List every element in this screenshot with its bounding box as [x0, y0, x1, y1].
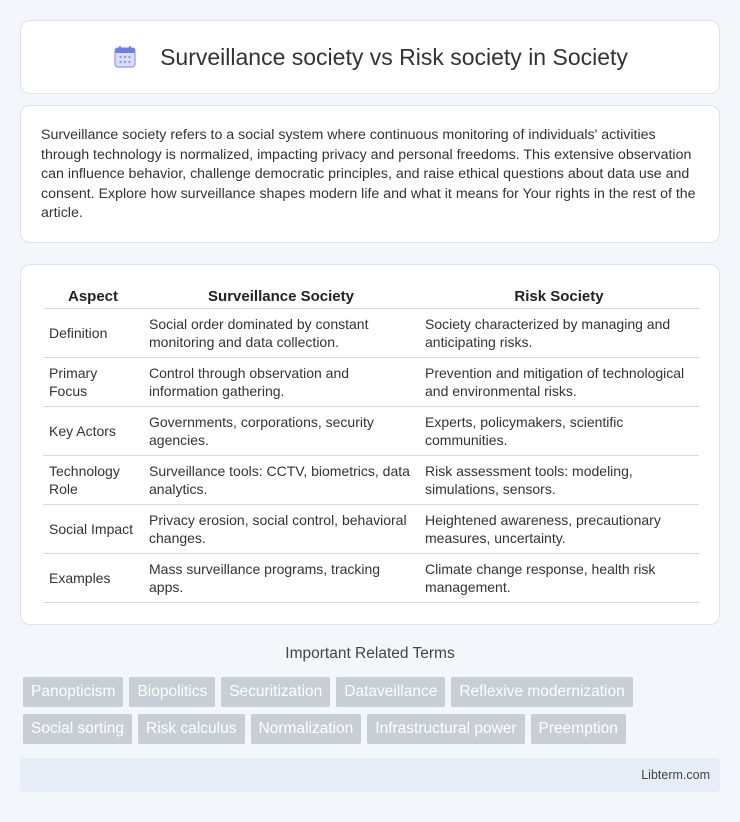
row-risk: Risk assessment tools: modeling, simulations, sensors. — [419, 456, 699, 505]
comparison-card — [20, 264, 720, 625]
related-term-tag[interactable]: Biopolitics — [129, 677, 215, 707]
footer-brand-link[interactable]: Libterm.com — [641, 768, 710, 782]
row-surveillance: Social order dominated by constant monitoring and data collection. — [143, 309, 419, 358]
related-term-tag[interactable]: Panopticism — [23, 677, 123, 707]
row-risk: Prevention and mitigation of technological and environmental risks. — [419, 358, 699, 407]
intro-card — [20, 105, 720, 243]
header-aspect: Aspect — [43, 285, 143, 309]
related-term-tag[interactable]: Reflexive modernization — [451, 677, 632, 707]
table-row — [43, 456, 699, 505]
row-aspect: Primary Focus — [43, 358, 143, 407]
row-risk: Climate change response, health risk management. — [419, 554, 699, 603]
comparison-table — [43, 285, 699, 603]
related-term-tag[interactable]: Securitization — [221, 677, 330, 707]
row-aspect: Social Impact — [43, 505, 143, 554]
row-risk: Heightened awareness, precautionary measures, uncertainty. — [419, 505, 699, 554]
row-surveillance: Surveillance tools: CCTV, biometrics, data analytics. — [143, 456, 419, 505]
row-surveillance: Control through observation and information gathering. — [143, 358, 419, 407]
row-aspect: Definition — [43, 309, 143, 358]
related-term-tag[interactable]: Social sorting — [23, 714, 132, 744]
related-terms-list — [23, 677, 723, 744]
intro-text: Surveillance society refers to a social system where continuous monitoring of individuals' activities through technology is normalized, impacting privacy and personal freedoms. This extensive observation can influence behavior, challenge democratic principles, and raise ethical questions about data use and consent. Explore how surveillance shapes modern life and what it means for Your rights in the rest of the article. — [41, 127, 696, 222]
row-surveillance: Mass surveillance programs, tracking apps. — [143, 554, 419, 603]
page-title: Surveillance society vs Risk society in Society — [160, 43, 628, 70]
row-surveillance: Governments, corporations, security agencies. — [143, 407, 419, 456]
row-risk: Experts, policymakers, scientific communities. — [419, 407, 699, 456]
row-aspect: Examples — [43, 554, 143, 603]
calendar-icon — [112, 44, 138, 70]
header-surveillance: Surveillance Society — [143, 285, 419, 309]
table-row — [43, 505, 699, 554]
row-risk: Society characterized by managing and anticipating risks. — [419, 309, 699, 358]
related-terms-title: Important Related Terms — [285, 645, 455, 662]
row-aspect: Technology Role — [43, 456, 143, 505]
table-row — [43, 358, 699, 407]
footer — [20, 758, 720, 792]
table-row — [43, 309, 699, 358]
table-row — [43, 554, 699, 603]
related-term-tag[interactable]: Infrastructural power — [367, 714, 524, 744]
header-risk: Risk Society — [419, 285, 699, 309]
table-row — [43, 407, 699, 456]
related-term-tag[interactable]: Normalization — [251, 714, 362, 744]
row-aspect: Key Actors — [43, 407, 143, 456]
related-term-tag[interactable]: Risk calculus — [138, 714, 244, 744]
related-term-tag[interactable]: Preemption — [531, 714, 626, 744]
row-surveillance: Privacy erosion, social control, behavioral changes. — [143, 505, 419, 554]
related-term-tag[interactable]: Dataveillance — [336, 677, 445, 707]
title-card — [20, 20, 720, 94]
table-header-row — [43, 285, 699, 309]
